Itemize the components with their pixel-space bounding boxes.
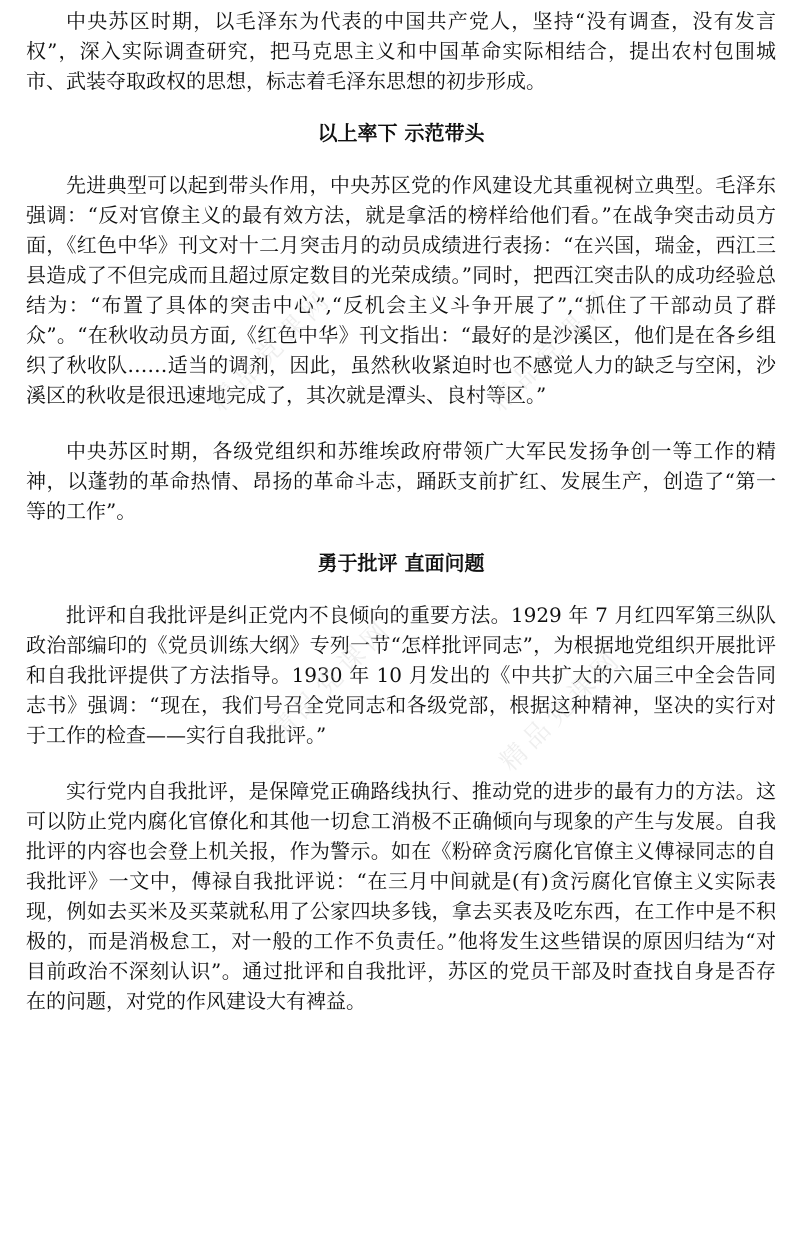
paragraph-investigation: 中央苏区时期，以毛泽东为代表的中国共产党人，坚持“没有调查，没有发言权”，深入实际调查研究，把马克思主义和中国革命实际相结合，提出农村包围城市、武装夺取政权的思想，标志着毛泽东思想的初步形成。 [26, 9, 776, 93]
section-heading-lead-by-example: 以上率下 示范带头 [317, 121, 485, 145]
section-gap [26, 410, 776, 436]
watermark-text: 精品党课网 [204, 283, 339, 418]
section-gap [26, 578, 776, 600]
section-heading-criticism: 勇于批评 直面问题 [317, 551, 485, 575]
watermark-text: 精品党课网 [264, 613, 399, 748]
paragraph-self-criticism: 实行党内自我批评，是保障党正确路线执行、推动党的进步的最有力的方法。这可以防止党内腐化官僚化和其他一切怠工消极不正确倾向与现象的产生与发展。自我批评的内容也会登上机关报，作为警示。如在《粉碎贪污腐化官僚主义傅禄同志的自我批评》一文中，傅禄自我批评说：“在三月中间就是(有)贪污腐化官僚主义实际表现，例如去买米及买菜就私用了公家四块多钱，拿去买表及吃东西，在工作中是不积极的，而是消极怠工，对一般的工作不负责任。”他将发生这些错误的原因归结为“对目前政治不深刻认识”。通过批评和自我批评，苏区的党员干部及时查找自身是否存在的问题，对党的作风建设大有裨益。 [26, 779, 776, 1013]
section-gap [26, 96, 776, 118]
paragraph-first-class-work: 中央苏区时期，各级党组织和苏维埃政府带领广大军民发扬争创一等工作的精神，以蓬勃的革命热情、昂扬的革命斗志，踊跃支前扩红、发展生产，创造了“第一等的工作”。 [26, 439, 776, 523]
document-page [26, 6, 776, 1016]
section-gap [26, 148, 776, 170]
section-gap [26, 750, 776, 776]
watermark-text: 精品党课网 [484, 283, 619, 418]
paragraph-criticism-method: 批评和自我批评是纠正党内不良倾向的重要方法。1929 年 7 月红四军第三纵队政治部编印的《党员训练大纲》专列一节“怎样批评同志”，为根据地党组织开展批评和自我批评提供了方法指导。1930 年 10 月发出的《中共扩大的六届三中全会告同志书》强调：“现在，我们号召全党同志和各级党部，根据这种精神，坚决的实行对于工作的检查——实行自我批评。” [26, 603, 776, 747]
section-gap [26, 526, 776, 548]
paragraph-typical-examples: 先进典型可以起到带头作用，中央苏区党的作风建设尤其重视树立典型。毛泽东强调：“反对官僚主义的最有效方法，就是拿活的榜样给他们看。”在战争突击动员方面，《红色中华》刊文对十二月突击月的动员成绩进行表扬：“在兴国，瑞金，西江三县造成了不但完成而且超过原定数目的光荣成绩。”同时，把西江突击队的成功经验总结为：“布置了具体的突击中心”,“反机会主义斗争开展了”,“抓住了干部动员了群众”。“在秋收动员方面,《红色中华》刊文指出：“最好的是沙溪区，他们是在各乡组织了秋收队……适当的调剂，因此，虽然秋收紧迫时也不感觉人力的缺乏与空闲，沙溪区的秋收是很迅速地完成了，其次就是潭头、良村等区。” [26, 173, 776, 407]
watermark-text: 精品党课网 [494, 643, 629, 778]
